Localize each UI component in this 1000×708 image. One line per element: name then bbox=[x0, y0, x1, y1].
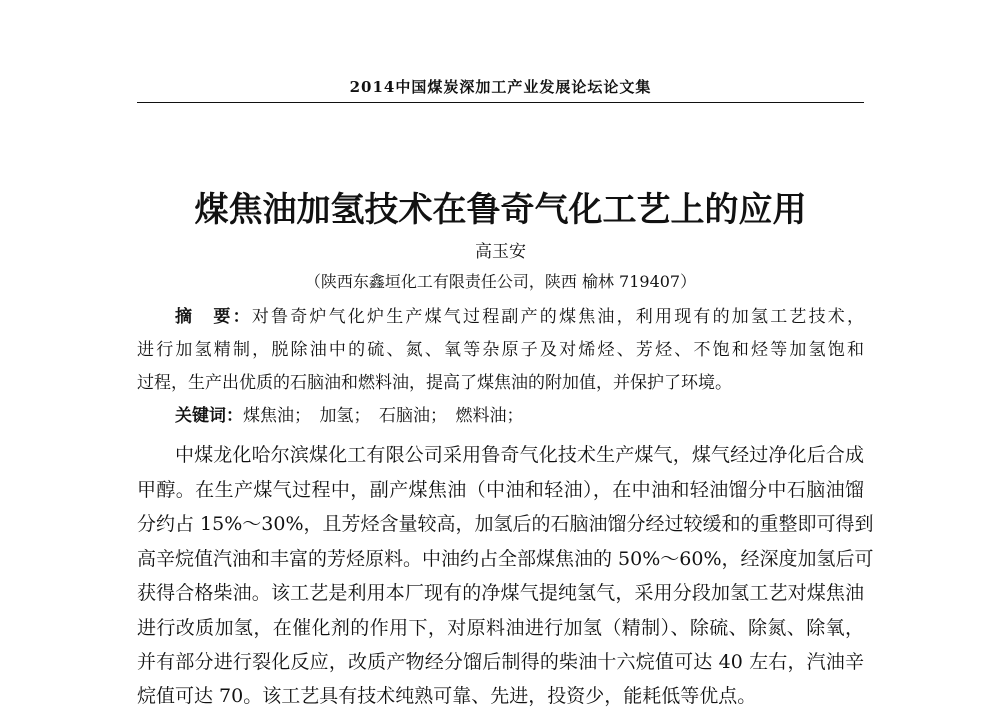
header-divider bbox=[137, 102, 864, 103]
abstract-label: 摘 要： bbox=[175, 307, 252, 327]
running-header: 2014中国煤炭深加工产业发展论坛论文集 bbox=[349, 78, 652, 96]
abstract-line: 过程，生产出优质的石脑油和燃料油，提高了煤焦油的附加值，并保护了环境。 bbox=[137, 373, 732, 393]
keywords-text: 煤焦油； 加氢； 石脑油； 燃料油； bbox=[243, 406, 524, 426]
abstract-text: 对鲁奇炉气化炉生产煤气过程副产的煤焦油，利用现有的加氢工艺技术， bbox=[251, 307, 865, 327]
keywords-line bbox=[137, 401, 864, 426]
body-line: 并有部分进行裂化反应，改质产物经分馏后制得的柴油十六烷值可达 40 左右，汽油辛 bbox=[137, 651, 864, 673]
abstract-line: 进行加氢精制，脱除油中的硫、氮、氧等杂原子及对烯烃、芳烃、不饱和烃等加氢饱和 bbox=[137, 340, 864, 360]
author: 高玉安 bbox=[475, 242, 526, 262]
abstract-line bbox=[137, 302, 864, 327]
body-line: 获得合格柴油。该工艺是利用本厂现有的净煤气提纯氢气，采用分段加氢工艺对煤焦油 bbox=[137, 582, 864, 604]
body-line: 中煤龙化哈尔滨煤化工有限公司采用鲁奇气化技术生产煤气，煤气经过净化后合成 bbox=[175, 444, 864, 466]
affiliation: （陕西东鑫垣化工有限责任公司，陕西 榆林 719407） bbox=[304, 272, 697, 291]
body-line: 进行改质加氢，在催化剂的作用下，对原料油进行加氢（精制）、除硫、除氮、除氧， bbox=[137, 617, 864, 639]
body-line: 分约占 15%～30%，且芳烃含量较高，加氢后的石脑油馏分经过较缓和的重整即可得到 bbox=[137, 513, 874, 535]
body-line: 烷值可达 70。该工艺具有技术纯熟可靠、先进，投资少，能耗低等优点。 bbox=[137, 685, 757, 707]
body-line: 甲醇。在生产煤气过程中，副产煤焦油（中油和轻油），在中油和轻油馏分中石脑油馏 bbox=[137, 479, 864, 501]
body-line: 高辛烷值汽油和丰富的芳烃原料。中油约占全部煤焦油的 50%～60%，经深度加氢后可 bbox=[137, 548, 874, 570]
paper-title: 煤焦油加氢技术在鲁奇气化工艺上的应用 bbox=[194, 190, 807, 230]
keywords-label: 关键词： bbox=[175, 406, 243, 426]
